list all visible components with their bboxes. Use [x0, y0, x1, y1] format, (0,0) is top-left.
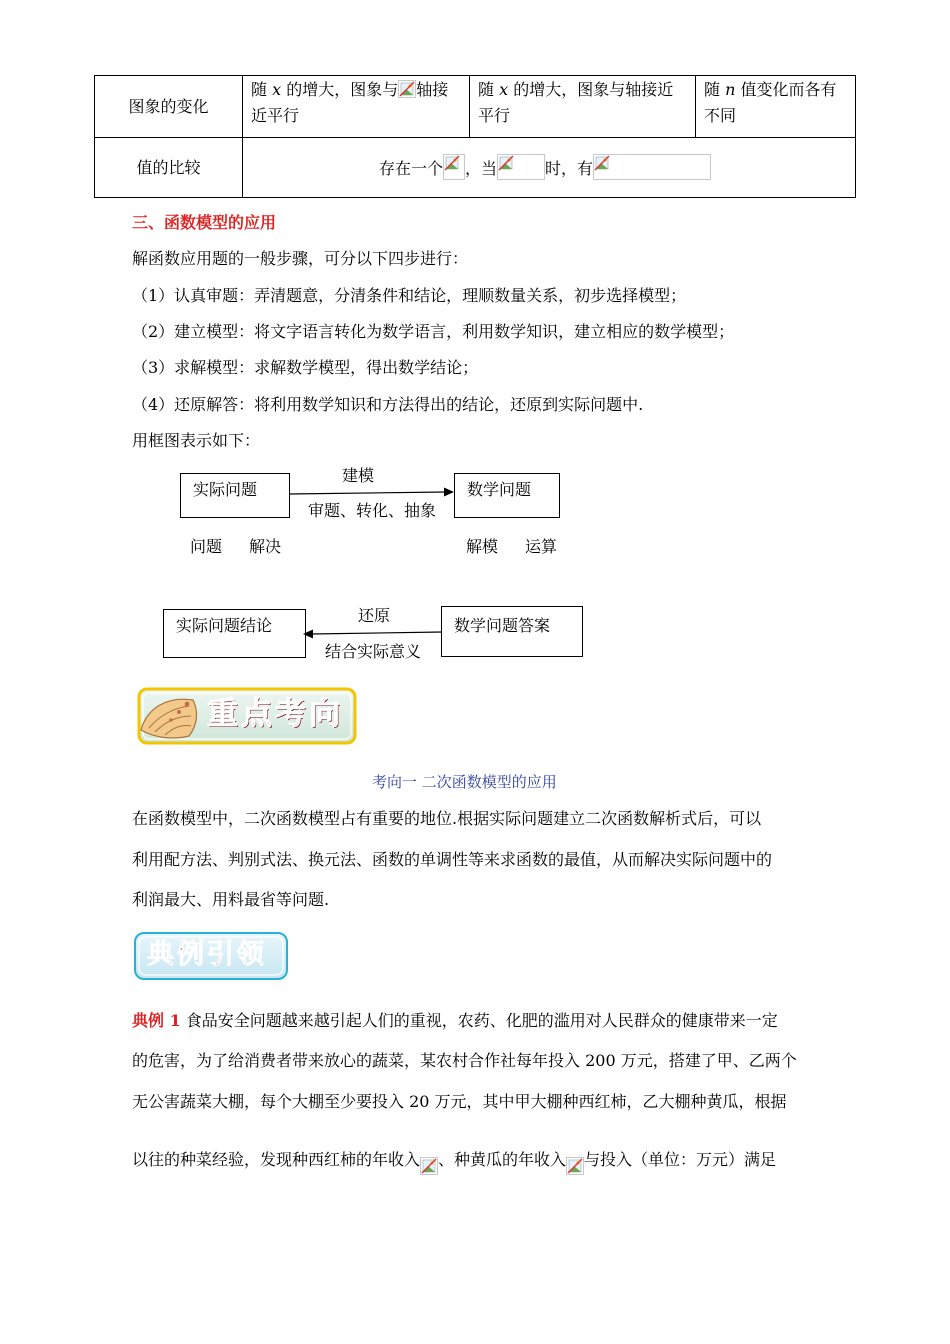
broken-image-icon	[443, 154, 465, 180]
box-actual-problem: 实际问题	[180, 473, 290, 518]
example-banner	[132, 930, 290, 982]
box-actual-conclusion: 实际问题结论	[163, 609, 306, 658]
broken-image-icon	[566, 1157, 584, 1175]
broken-image-icon	[398, 80, 416, 98]
right-label-a: 解模	[466, 537, 499, 556]
broken-image-icon	[420, 1157, 438, 1175]
step-1: （1）认真审题：弄清题意，分清条件和结论，理顺数量关系，初步选择模型；	[132, 286, 687, 305]
section-title: 三、函数模型的应用	[132, 213, 277, 232]
direction-para-line1: 在函数模型中，二次函数模型占有重要的地位.根据实际问题建立二次函数解析式后，可以	[132, 809, 762, 828]
arrow1-bottom-label: 审题、转化、抽象	[308, 501, 437, 520]
direction-para-line2: 利用配方法、判别式法、换元法、函数的单调性等来求函数的最值，从而解决实际问题中的	[132, 850, 773, 869]
banner2-text: 典例引领	[147, 939, 267, 970]
row-label-graph-change: 图象的变化	[95, 76, 243, 138]
left-label-a: 问题	[190, 537, 223, 556]
broken-image-icon	[593, 154, 711, 180]
box-math-answer: 数学问题答案	[441, 606, 583, 657]
step-2: （2）建立模型：将文字语言转化为数学语言，利用数学知识，建立相应的数学模型；	[132, 322, 735, 341]
cell-log-growth: 随 x 的增大，图象与轴接近 平行	[470, 76, 696, 138]
left-label-b: 解决	[249, 537, 282, 556]
arrow2-bottom-label: 结合实际意义	[325, 642, 422, 661]
arrow-left-icon	[302, 625, 444, 641]
example1-line3: 无公害蔬菜大棚，每个大棚至少要投入 20 万元，其中甲大棚种西红柿，乙大棚种黄瓜，根据	[132, 1092, 787, 1111]
direction-title: 考向一 二次函数模型的应用	[372, 773, 557, 791]
example1-line1: 典例 1 食品安全问题越来越引起人们的重视，农药、化肥的滥用对人民群众的健康带来一定	[132, 1011, 778, 1030]
section-intro: 解函数应用题的一般步骤，可分以下四步进行：	[132, 249, 469, 268]
flow-intro: 用框图表示如下：	[132, 431, 261, 450]
example1-line2: 的危害，为了给消费者带来放心的蔬菜，某农村合作社每年投入 200 万元，搭建了甲、乙两个	[132, 1051, 797, 1070]
example1-line4: 以往的种菜经验，发现种西红柿的年收入 、种黄瓜的年收入 与投入（单位：万元）满足	[132, 1149, 776, 1175]
direction-para-line3: 利润最大、用料最省等问题.	[132, 890, 330, 909]
arrow2-top-label: 还原	[358, 606, 391, 625]
property-table	[94, 75, 856, 198]
seashell-icon	[137, 690, 207, 746]
arrow1-top-label: 建模	[342, 466, 375, 485]
step-3: （3）求解模型：求解数学模型，得出数学结论；	[132, 358, 479, 377]
cell-value-compare: 存在一个 ，当 时，有	[243, 138, 856, 198]
cell-power-growth: 随 n 值变化而各有 不同	[696, 76, 856, 138]
broken-image-icon	[497, 154, 545, 180]
banner1-text: 重点考向	[207, 696, 343, 732]
cell-exp-growth: 随 x 的增大，图象与 轴接 近平行	[243, 76, 470, 138]
box-math-problem: 数学问题	[454, 473, 560, 518]
example1-label: 典例 1	[132, 1011, 181, 1030]
key-direction-banner	[135, 686, 359, 746]
right-label-b: 运算	[525, 537, 558, 556]
step-4: （4）还原解答：将利用数学知识和方法得出的结论，还原到实际问题中.	[132, 395, 644, 414]
row-label-value-compare: 值的比较	[95, 138, 243, 198]
